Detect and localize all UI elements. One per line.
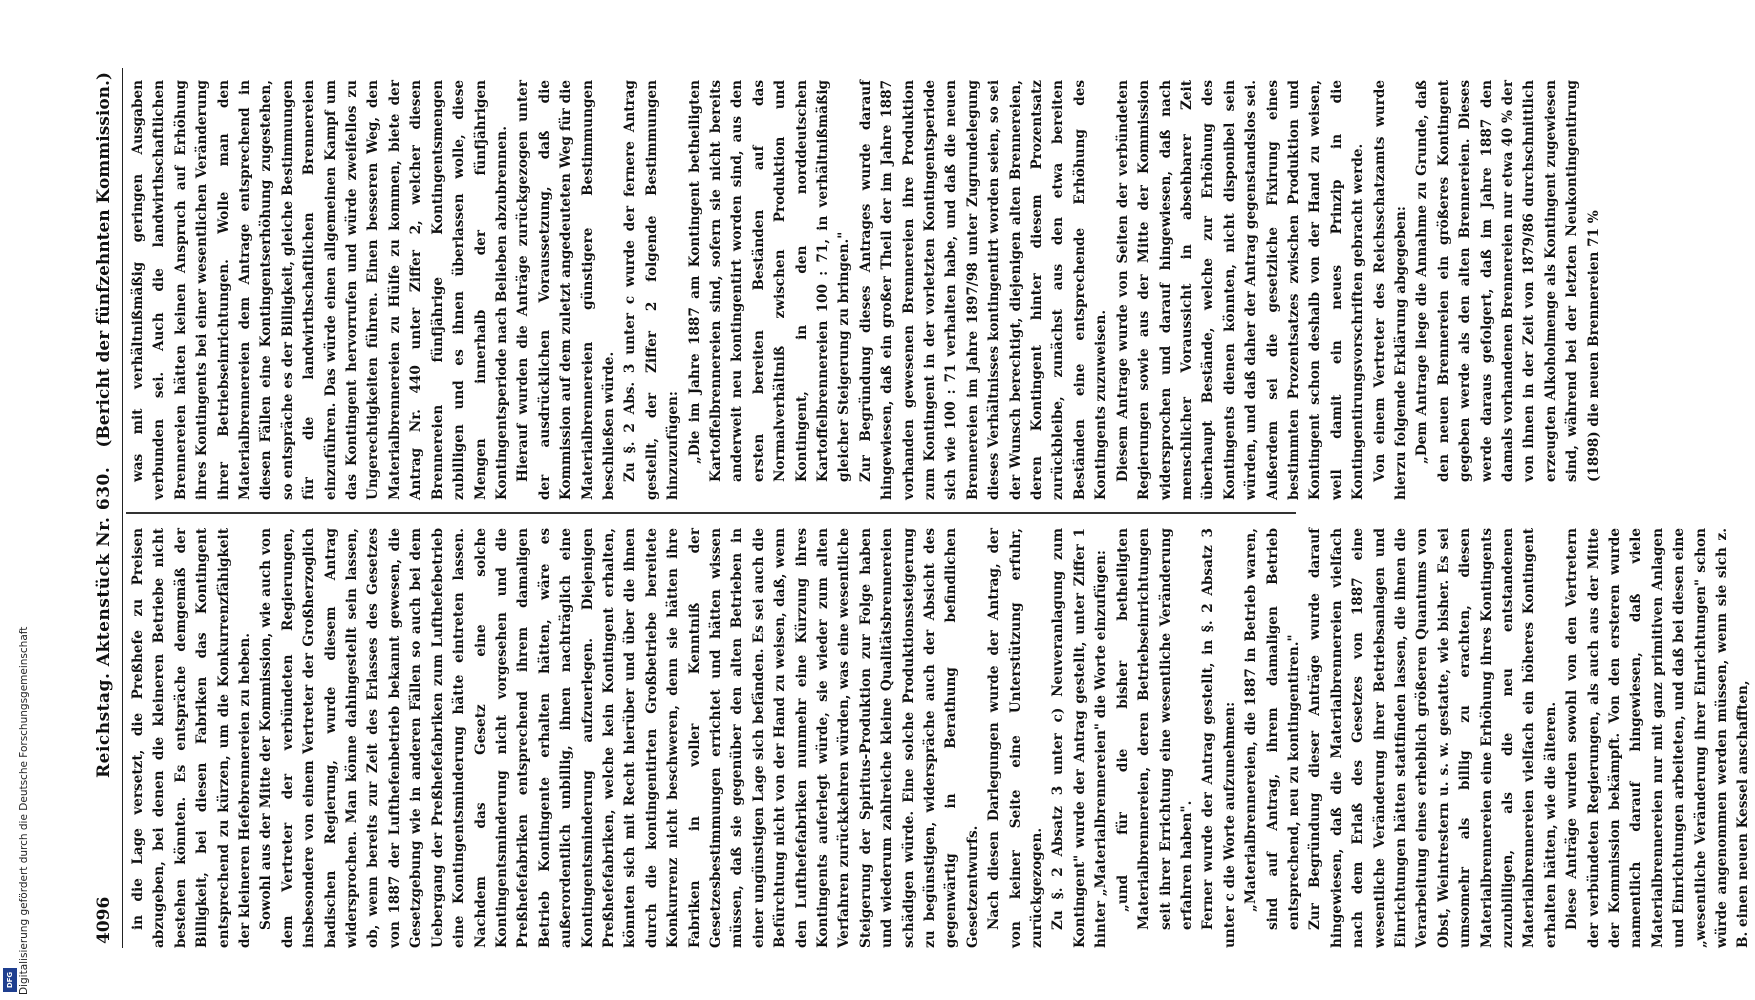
paragraph: Diesem Antrage wurde von Seiten der verbündeten Regierungen sowie aus der Mitte der Kommission widersprochen und darauf hingewiesen, daß nach menschlicher Voraussicht in absehbarer Zeit überhaupt Bestände, welche zur Erhöhung des Kontingents dienen könnten, nicht disponibel sein würden, und daß daher der Antrag gegenstandslos sei. Außerdem sei die gesetzliche Fixirung eines bestimmten Prozentsatzes zwischen Produktion und Kontingent schon deshalb von der Hand zu weisen, weil damit ein neues Prinzip in die Kontingentirungsvorschriften gebracht werde. (1114, 80, 1367, 500)
paragraph: in die Lage versetzt, die Preßhefe zu Preisen abzugeben, bei denen die kleineren Betriebe nicht bestehen könnten. Es entspräche demgemäß der Billigkeit, bei diesen Fabriken das Kontingent entsprechend zu kürzen, um die Konkurrenzfähigkeit der kleineren Hefebrennereien zu heben. (130, 528, 254, 948)
digitization-credit: Digitalisierung gefördert durch die Deutsche Forschungsgemeinschaft (18, 626, 30, 995)
page-content (88, 68, 1752, 948)
dfg-logo-icon (3, 968, 17, 992)
paragraph: Hierauf wurden die Anträge zurückgezogen unter der ausdrücklichen Voraussetzung, daß die Kommission auf dem zuletzt angedeuteten Weg für die Materialbrennereien günstigere Bestimmungen beschließen würde. (515, 80, 617, 500)
quoted-paragraph: „Materialbrennereien, die 1887 in Betrieb waren, sind auf Antrag, ihrem damaligen Betrieb entsprechend, neu zu kontingentiren." (1243, 528, 1302, 930)
right-column (128, 80, 1602, 500)
page-title: Reichstag. Aktenstück Nr. 630. (94, 466, 114, 778)
page-subtitle: (Bericht der fünfzehnten Kommission.) (94, 72, 114, 448)
paragraph: Zur Begründung dieser Anträge wurde darauf hingewiesen, daß die Materialbrennereien vielfach nach dem Erlaß des Gesetzes von 1887 eine wesentliche Veränderung ihrer Betriebsanlagen und Einrichtungen hätten stattfinden lassen, die ihnen die Verarbeitung eines erheblich größeren Quantums von Obst, Weintrestern u. s. w. gestatte, wie bisher. Es sei umsomehr als billig zu erachten, diesen Materialbrennereien eine Erhöhung ihres Kontingents zuzubilligen, als die neu entstandenen Materialbrennereien vielfach ein höheres Kontingent erhalten hätten, wie die älteren. (1307, 528, 1559, 948)
quoted-paragraph: „und für die bisher betheiligten Materialbrennereien, deren Betriebseinrichtungen seit ihrer Errichtung eine wesentliche Veränderung erfahren haben". (1114, 528, 1195, 930)
paragraph: Diese Anträge wurden sowohl von den Vertretern der verbündeten Regierungen, als auch aus der Mitte der Kommission bekämpft. Von den ersteren wurde namentlich darauf hingewiesen, daß viele Materialbrennereien nur mit ganz primitiven Anlagen und Einrichtungen arbeiteten, und daß bei diesen eine „wesentliche Veränderung ihrer Einrichtungen" schon würde angenommen werden müssen, wenn sie sich z. B. einen neuen Kessel anschafften, (1564, 528, 1752, 948)
page-header (88, 68, 123, 948)
left-column (128, 528, 1752, 948)
quoted-paragraph: „Dem Antrage liege die Annahme zu Grunde, daß den neuen Brennereien ein größeres Kontingent gegeben werde als den alten Brennereien. Dieses werde daraus gefolgert, daß im Jahre 1887 den damals vorhandenen Brennereien nur etwa 40 % der von ihnen in der Zeit von 1879/86 durchschnittlich erzeugten Alkoholmenge als Kontingent zugewiesen sind, während bei der letzten Neukontingentirung (1898) die neuen Brennereien 71 % (1414, 80, 1602, 482)
column-divider (126, 513, 1296, 515)
document-page (88, 68, 1752, 948)
paragraph: was mit verhältnißmäßig geringen Ausgaben verbunden sei. Auch die landwirthschaftlichen Brennereien hätten keinen Anspruch auf Erhöhung ihres Kontingents bei einer wesentlichen Veränderung ihrer Betriebseinrichtungen. Wolle man den Materialbrennereien dem Antrage entsprechend in diesen Fällen eine Kontingentserhöhung zugestehen, so entspräche es der Billigkeit, gleiche Bestimmungen für die landwirthschaftlichen Brennereien einzuführen. Das würde einen allgemeinen Kampf um das Kontingent hervorrufen und würde zweifellos zu Ungerechtigkeiten führen. Einen besseren Weg, den Materialbrennereien zu Hülfe zu kommen, biete der Antrag Nr. 440 unter Ziffer 2, welcher diesen Brennereien fünfjährige Kontingentsmengen zubilligen und es ihnen überlassen wolle, diese Mengen innerhalb der fünfjährigen Kontingentsperiode nach Belieben abzubrennen. (130, 80, 510, 500)
paragraph: Zu §. 2 Abs. 3 unter c wurde der fernere Antrag gestellt, der Ziffer 2 folgende Bestimmungen hinzuzufügen: (622, 80, 682, 500)
rotated-page-frame (88, 68, 1752, 948)
paragraph: Sowohl aus der Mitte der Kommission, wie auch von dem Vertreter der verbündeten Regierungen, insbesondere von einem Vertreter der Großherzoglich badischen Regierung, wurde diesem Antrag widersprochen. Man könne dahingestellt sein lassen, ob, wenn bereits zur Zeit des Erlasses des Gesetzes von 1887 der Lufthefenbetrieb bekannt gewesen, die Gesetzgebung wie in anderen Fällen so auch bei dem Uebergang der Preßhefefabriken zum Lufthefebetrieb eine Kontingentsminderung hätte eintreten lassen. Nachdem das Gesetz eine solche Kontingentsminderung nicht vorgesehen und die Preßhefefabriken entsprechend ihrem damaligen Betrieb Kontingente erhalten hätten, wäre es außerordentlich unbillig, ihnen nachträglich eine Kontingentsminderung aufzuerlegen. Diejenigen Preßhefefabriken, welche kein Kontingent erhalten, könnten sich mit Recht hierüber und über die ihnen durch die kontingentirten Großbetriebe bereitete Konkurrenz nicht beschweren, denn sie hätten ihre Fabriken in voller Kenntniß der Gesetzesbestimmungen errichtet und hätten wissen müssen, daß sie gegenüber den alten Betrieben in einer ungünstigen Lage sich befänden. Es sei auch die Befürchtung nicht von der Hand zu weisen, daß, wenn den Lufthefefabriken nunmehr eine Kürzung ihres Kontingents auferlegt würde, sie wieder zum alten Verfahren zurückkehren würden, was eine wesentliche Steigerung der Spiritus-Produktion zur Folge haben und wiederum zahlreiche kleine Qualitätsbrennereien schädigen würde. Eine solche Produktionssteigerung zu begünstigen, widerspräche auch der Absicht des gegenwärtig in Berathung befindlichen Gesetzentwurfs. (258, 528, 981, 948)
paragraph: Ferner wurde der Antrag gestellt, in §. 2 Absatz 3 unter c die Worte aufzunehmen: (1200, 528, 1238, 948)
page-number: 4096 (94, 896, 114, 944)
paragraph: Von einem Vertreter des Reichsschatzamts wurde hierzu folgende Erklärung abgegeben: (1371, 80, 1409, 500)
dfg-logo-text: DFG (6, 971, 14, 989)
paragraph: Zu §. 2 Absatz 3 unter c) Neuveranlagung zum Kontingent" wurde der Antrag gestellt, unter Ziffer 1 hinter „Materialbrennereien" die Worte einzufügen: (1050, 528, 1110, 948)
paragraph: Zur Begründung dieses Antrages wurde darauf hingewiesen, daß ein großer Theil der im Jahre 1887 vorhanden gewesenen Brennereien ihre Produktion zum Kontingent in der vorletzten Kontingentsperiode sich wie 100 : 71 verhalten habe, und daß die neuen Brennereien im Jahre 1897/98 unter Zugrundelegung dieses Verhältnisses kontingentirt worden seien, so sei der Wunsch berechtigt, diejenigen alten Brennereien, deren Kontingent hinter diesem Prozentsatz zurückbleibe, zunächst aus den etwa bereiten Beständen eine entsprechende Erhöhung des Kontingents zuzuweisen. (857, 80, 1110, 500)
paragraph: Nach diesen Darlegungen wurde der Antrag, der von keiner Seite eine Unterstützung erfuhr, zurückgezogen. (986, 528, 1046, 948)
quoted-paragraph: „Die im Jahre 1887 am Kontingent betheiligten Kartoffelbrennereien sind, sofern sie nicht bereits anderweit neu kontingentirt worden sind, aus den ersten bereiten Beständen auf das Normalverhältniß zwischen Produktion und Kontingent, in den norddeutschen Kartoffelbrennereien 100 : 71, in verhältnißmäßig gleicher Steigerung zu bringen." (686, 80, 853, 482)
